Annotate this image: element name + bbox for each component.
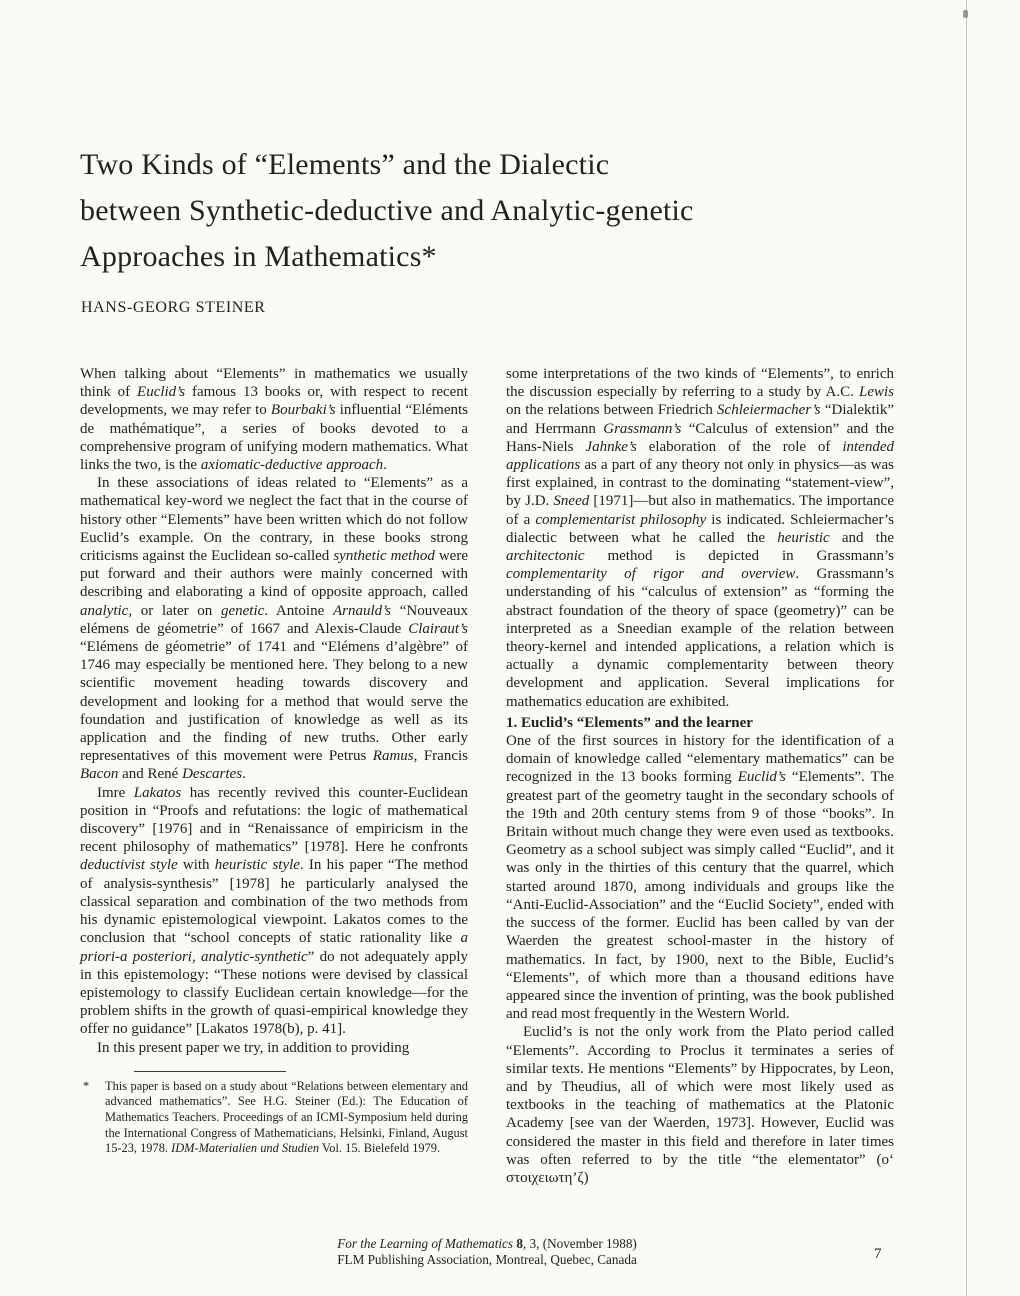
page-number: 7	[874, 1246, 882, 1262]
footnote-rule	[134, 1071, 286, 1072]
footnote-marker: *	[83, 1078, 90, 1093]
left-column	[80, 365, 468, 1187]
journal-footer-line-1: For the Learning of Mathematics 8, 3, (November 1988)	[337, 1236, 637, 1251]
title-line-1: Two Kinds of “Elements” and the Dialectic	[80, 148, 610, 181]
author-name: HANS-GEORG STEINER	[81, 299, 266, 316]
footnote-text: This paper is based on a study about “Relations between elementary and advanced mathematics”. See H.G. Steiner (Ed.): The Education of Mathematics Teachers. Proceedings of an ICMI-Symposium held during the International Congress of Mathematicians, Helsinki, Finland, August 15-23, 1978. IDM-Materialien und Studien Vol. 15. Bielefeld 1979.	[105, 1078, 468, 1156]
body-paragraph: In this present paper we try, in addition to providing	[97, 1039, 410, 1056]
body-paragraph: In these associations of ideas related to “Elements” as a mathematical key-word we neglect the fact that in the course of history other “Elements” have been written which do not follow Euclid’s example. On the contrary, in these books strong criticisms against the Euclidean so-called synthetic method were put forward and their authors were mainly concerned with describing and elaborating a kind of opposite approach, called analytic, or later on genetic. Antoine Arnauld’s “Nouveaux elémens de géometrie” of 1667 and Alexis-Claude Clairaut’s “Elémens de géometrie” of 1741 and “Elémens d’algèbre” of 1746 may especially be mentioned here. They belong to a new scientific movement heading towards discovery and development and looking for a method that would serve the foundation and justification of knowledge as well as its application and the finding of new truths. Other early representatives of this movement were Petrus Ramus, Francis Bacon and René Descartes.	[80, 475, 469, 783]
section-heading: 1. Euclid’s “Elements” and the learner	[506, 714, 753, 731]
body-paragraph: One of the first sources in history for the identification of a domain of knowledge called “elementary mathematics” can be recognized in the 13 books forming Euclid’s “Elements”. The greatest part of the geometry taught in the secondary schools of the 19th and 20th century stems from 9 of those “books”. In Britain without much change they were even used as textbooks. Geometry as a school subject was simply called “Euclid”, and it was only in the thirties of this century that the quarrel, which started around 1870, among individuals and groups like the “Anti-Euclid-Association” and the “Euclid Society”, ended with the success of the former. Euclid has been called by van der Waerden the greatest school-master in the history of mathematics. In fact, by 1900, next to the Bible, Euclid’s “Elements”, of which more than a thousand editions have appeared since the invention of printing, was the book published and read most frequently in the Western World.	[506, 733, 894, 1023]
title-line-3: Approaches in Mathematics*	[80, 240, 437, 273]
scan-artifact-edge-line	[966, 0, 967, 1296]
scan-artifact-dot	[963, 10, 968, 18]
body-paragraph: When talking about “Elements” in mathematics we usually think of Euclid’s famous 13 books or, with respect to recent developments, we may refer to Bourbaki’s influential “Eléments de mathématique”, a series of books devoted to a comprehensive program of unifying modern mathematics. What links the two, is the axiomatic-deductive approach.	[80, 366, 468, 474]
body-paragraph: Imre Lakatos has recently revived this counter-Euclidean position in “Proofs and refutations: the logic of mathematical discovery” [1976] and in “Renaissance of empiricism in the recent philosophy of mathematics” [1978]. Here he confronts deductivist style with heuristic style. In his paper “The method of analysis-synthesis” [1978] he particularly analysed the classical separation and combination of the two methods from his dynamic epistemological viewpoint. Lakatos comes to the conclusion that “school concepts of static rationality like a priori-a posteriori, analytic-synthetic” do not adequately apply in this epistemology: “These notions were devised by classical epistemology to classify Euclidean certain knowledge—for the problem shifts in the growth of quasi-empirical knowledge they offer no guidance” [Lakatos 1978(b), p. 41].	[80, 784, 469, 1038]
footnote	[80, 1079, 468, 1157]
journal-footer-line-2: FLM Publishing Association, Montreal, Quebec, Canada	[337, 1251, 637, 1267]
title-line-2: between Synthetic-deductive and Analytic-genetic	[80, 194, 694, 227]
paper-title	[80, 142, 840, 280]
right-column	[506, 365, 894, 1187]
body-paragraph: some interpretations of the two kinds of “Elements”, to enrich the discussion especially by referring to a study by A.C. Lewis on the relations between Friedrich Schleiermacher’s “Dialektik” and Herrmann Grassmann’s “Calculus of extension” and the Hans-Niels Jahnke’s elaboration of the role of intended applications as a part of any theory not only in physics—as was first explained, in contrast to the dominating “statement-view”, by J.D. Sneed [1971]—but also in mathematics. The importance of a complementarist philosophy is indicated. Schleiermacher’s dialectic between what he called the heuristic and the architectonic method is depicted in Grassmann’s complementarity of rigor and overview. Grassmann’s understanding of his “calculus of extension” as “forming the abstract foundation of the theory of space (geometry)” can be interpreted as a Sneedian example of the relation between theory-kernel and intended applications, a relation which is actually a dynamic complementarity between theory development and application. Several implications for mathematics education are exhibited.	[506, 366, 894, 710]
body-paragraph: Euclid’s is not the only work from the Plato period called “Elements”. According to Proclus it terminates a series of similar texts. He mentions “Elements” by Hippocrates, by Leon, and by Theudius, all of which were most likely used as textbooks in the teaching of mathematics at the Platonic Academy [see van der Waerden, 1973]. However, Euclid was considered the master in this field and therefore in later times was often referred to by the title “the elementator” (o‘ στοιχειωτη’ζ)	[506, 1024, 894, 1186]
journal-footer	[80, 1236, 894, 1267]
body-columns	[80, 365, 894, 1187]
